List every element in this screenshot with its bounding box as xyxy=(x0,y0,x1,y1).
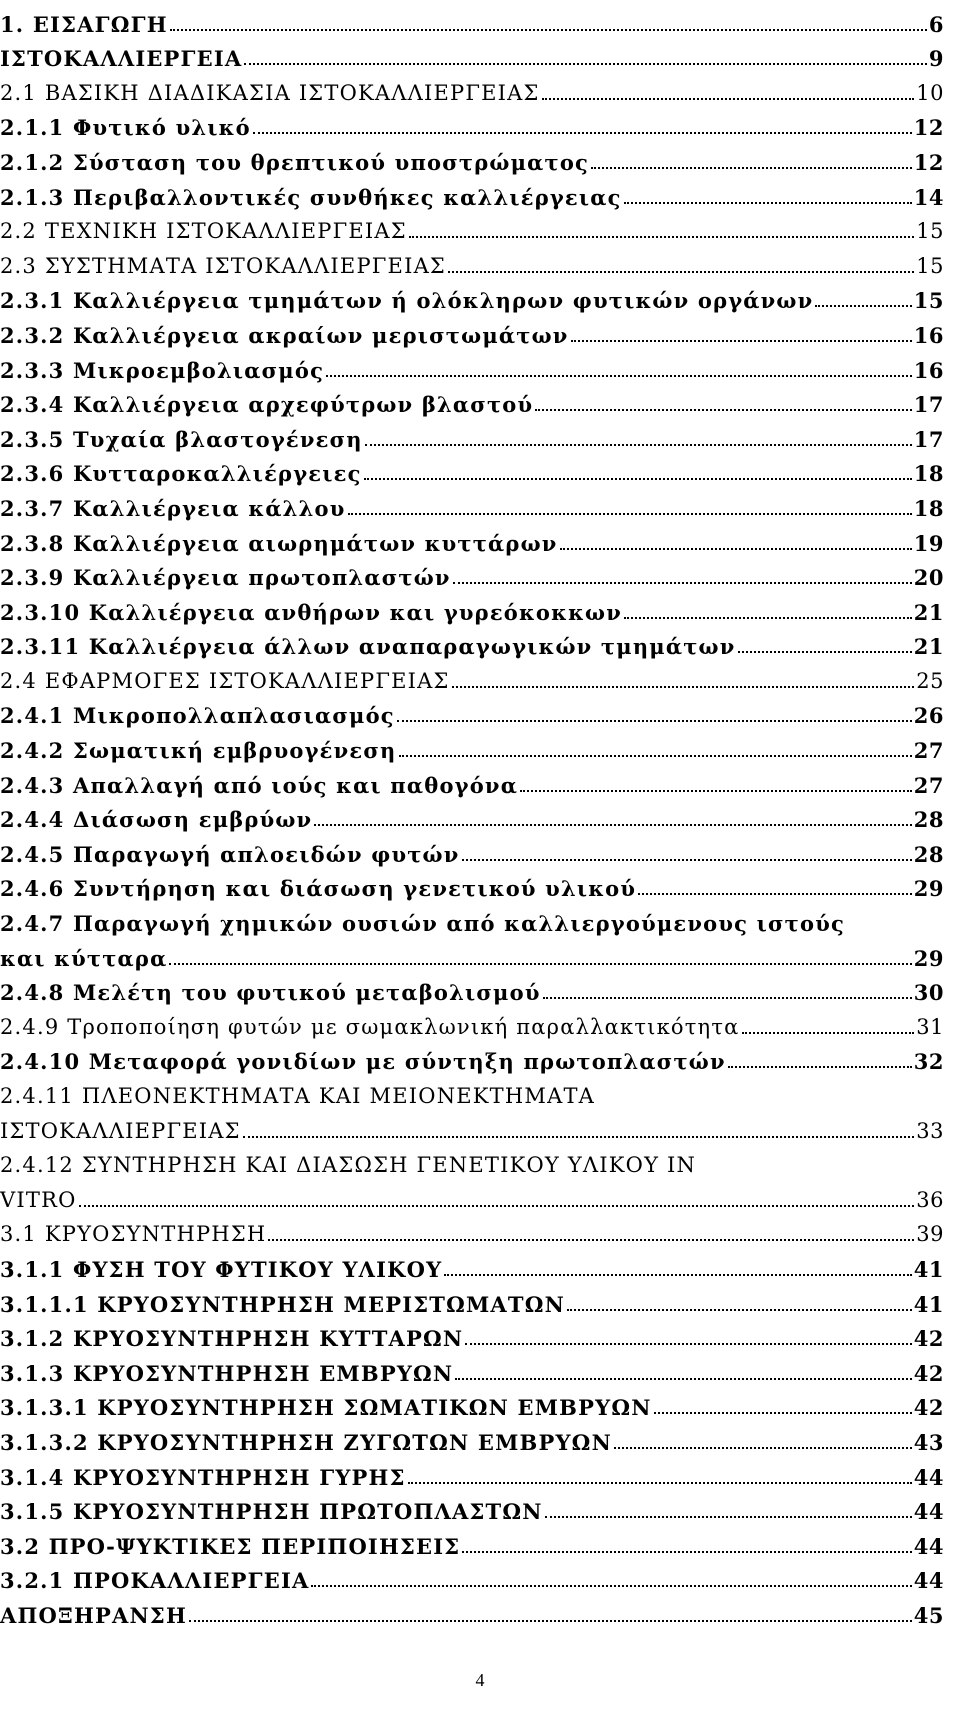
toc-entry[interactable] xyxy=(0,623,944,658)
toc-entry[interactable] xyxy=(0,692,944,727)
toc-entry-label: 3.2 ΠΡΟ-ΨΥΚΤΙΚΕΣ ΠΕΡΙΠΟΙΗΣΕΙΣ xyxy=(0,1533,461,1559)
toc-entry[interactable] xyxy=(0,1107,944,1142)
toc-entry[interactable] xyxy=(0,1211,944,1246)
toc-entry[interactable] xyxy=(0,450,944,485)
toc-entry-label: 3.1.2 ΚΡΥΟΣΥΝΤΗΡΗΣΗ ΚΥΤΤΑΡΩΝ xyxy=(0,1326,464,1352)
toc-entry-label: 2.3 ΣΥΣΤΗΜΑΤΑ ΙΣΤΟΚΑΛΛΙΕΡΓΕΙΑΣ xyxy=(0,253,446,278)
toc-entry[interactable] xyxy=(0,1522,944,1557)
toc-entry-page: 27 xyxy=(913,772,944,798)
toc-entry-page: 44 xyxy=(913,1533,944,1559)
toc-entry-page: 29 xyxy=(913,876,944,902)
toc-entry[interactable] xyxy=(0,69,944,104)
toc-entry-label: 3.1.3.2 ΚΡΥΟΣΥΝΤΗΡΗΣΗ ΖΥΓΩΤΩΝ ΕΜΒΡΥΩΝ xyxy=(0,1429,612,1455)
toc-entry-label: 2.4.6 Συντήρηση και διάσωση γενετικού υλικού xyxy=(0,876,637,902)
toc-entry[interactable] xyxy=(0,588,944,623)
toc-entry-label: 2.4.4 Διάσωση εμβρύων xyxy=(0,807,313,833)
dot-leader xyxy=(738,650,912,653)
toc-entry[interactable] xyxy=(0,934,944,969)
dot-leader xyxy=(638,892,912,895)
toc-entry[interactable] xyxy=(0,1176,944,1211)
toc-entry-page: 18 xyxy=(913,495,944,521)
toc-entry-label: 2.1.1 Φυτικό υλικό xyxy=(0,115,251,141)
toc-entry-page: 33 xyxy=(916,1118,944,1143)
toc-entry[interactable] xyxy=(0,104,944,139)
toc-entry[interactable] xyxy=(0,1488,944,1523)
dot-leader xyxy=(452,685,915,688)
toc-entry-page: 32 xyxy=(913,1049,944,1075)
toc-entry[interactable] xyxy=(0,554,944,589)
toc-entry-label: 2.3.5 Τυχαία βλαστογένεση xyxy=(0,426,363,452)
toc-entry-label: 1. ΕΙΣΑΓΩΓΗ xyxy=(0,11,168,37)
dot-leader xyxy=(268,1238,914,1241)
toc-entry-page: 28 xyxy=(913,807,944,833)
toc-entry[interactable] xyxy=(0,0,944,35)
toc-entry-label: 2.4.12 ΣΥΝΤΗΡΗΣΗ ΚΑΙ ΔΙΑΣΩΣΗ ΓΕΝΕΤΙΚΟΥ ΥΛΙΚΟΥ IN xyxy=(0,1153,697,1178)
dot-leader xyxy=(311,1584,911,1587)
toc-entry-label: 2.3.2 Καλλιέργεια ακραίων μεριστωμάτων xyxy=(0,322,569,348)
toc-entry-page: 12 xyxy=(913,115,944,141)
toc-entry-label: 3.1.1 ΦΥΣΗ ΤΟΥ ΦΥΤΙΚΟΥ ΥΛΙΚΟΥ xyxy=(0,1256,443,1282)
toc-entry-label: 3.2.1 ΠΡΟΚΑΛΛΙΕΡΓΕΙΑ xyxy=(0,1568,310,1594)
dot-leader xyxy=(543,996,912,999)
toc-entry-page: 36 xyxy=(916,1187,944,1212)
toc-entry[interactable] xyxy=(0,484,944,519)
toc-entry[interactable] xyxy=(0,173,944,208)
toc-entry-label: 2.2 ΤΕΧΝΙΚΗ ΙΣΤΟΚΑΛΛΙΕΡΓΕΙΑΣ xyxy=(0,219,407,244)
toc-entry-page: 16 xyxy=(913,322,944,348)
toc-entry-label: 2.4.5 Παραγωγή απλοειδών φυτών xyxy=(0,841,460,867)
dot-leader xyxy=(520,789,912,792)
toc-entry[interactable] xyxy=(0,1038,944,1073)
dot-leader xyxy=(448,270,914,273)
toc-entry-label: VITRO xyxy=(0,1187,77,1212)
toc-entry-label: 2.4.3 Απαλλαγή από ιούς και παθογόνα xyxy=(0,772,519,798)
dot-leader xyxy=(253,131,912,134)
dot-leader xyxy=(571,339,912,342)
toc-entry[interactable] xyxy=(0,1072,944,1107)
toc-entry[interactable] xyxy=(0,415,944,450)
toc-entry[interactable] xyxy=(0,1418,944,1453)
dot-leader xyxy=(542,97,915,100)
toc-entry-page: 44 xyxy=(913,1499,944,1525)
toc-entry-label: 2.4.8 Μελέτη του φυτικού μεταβολισμού xyxy=(0,980,541,1006)
toc-entry-label: 2.1.2 Σύσταση του θρεπτικού υποστρώματος xyxy=(0,149,590,175)
dot-leader xyxy=(815,304,911,307)
toc-entry[interactable] xyxy=(0,35,944,70)
toc-entry-page: 39 xyxy=(916,1222,944,1247)
toc-entry[interactable] xyxy=(0,1003,944,1038)
dot-leader xyxy=(462,1550,911,1553)
toc-entry[interactable] xyxy=(0,381,944,416)
toc-entry[interactable] xyxy=(0,277,944,312)
toc-entry-page: 16 xyxy=(913,357,944,383)
toc-entry-label: 2.4.2 Σωματική εμβρυογένεση xyxy=(0,738,397,764)
toc-entry[interactable] xyxy=(0,346,944,381)
toc-entry[interactable] xyxy=(0,969,944,1004)
dot-leader xyxy=(567,1308,912,1311)
toc-entry-page: 18 xyxy=(913,461,944,487)
toc-entry[interactable] xyxy=(0,1349,944,1384)
dot-leader xyxy=(244,62,926,65)
toc-entry-page: 17 xyxy=(913,392,944,418)
dot-leader xyxy=(243,1135,915,1138)
toc-entry-page: 9 xyxy=(928,46,944,72)
toc-entry-page: 14 xyxy=(913,184,944,210)
toc-entry-page: 10 xyxy=(916,80,944,105)
toc-entry-label: 2.3.1 Καλλιέργεια τμημάτων ή ολόκληρων φυτικών οργάνων xyxy=(0,288,814,314)
toc-entry-page: 41 xyxy=(913,1256,944,1282)
dot-leader xyxy=(397,719,912,722)
toc-entry[interactable] xyxy=(0,726,944,764)
toc-entry-label: 2.4.10 Μεταφορά γονιδίων με σύντηξη πρωτοπλαστών xyxy=(0,1049,726,1075)
toc-entry[interactable] xyxy=(0,1315,944,1350)
toc-entry[interactable] xyxy=(0,1591,944,1626)
dot-leader xyxy=(624,201,912,204)
toc-entry[interactable] xyxy=(0,657,944,692)
toc-entry-label: και κύτταρα xyxy=(0,945,168,971)
dot-leader xyxy=(314,823,911,826)
dot-leader xyxy=(399,754,912,757)
toc-entry-page: 26 xyxy=(913,703,944,729)
dot-leader xyxy=(465,1342,911,1345)
toc-entry-label: 2.4 ΕΦΑΡΜΟΓΕΣ ΙΣΤΟΚΑΛΛΙΕΡΓΕΙΑΣ xyxy=(0,668,450,693)
dot-leader xyxy=(365,443,912,446)
toc-entry-page: 31 xyxy=(916,1014,944,1039)
toc-entry-page: 25 xyxy=(916,668,944,693)
toc-entry-page: 27 xyxy=(913,738,944,764)
toc-entry-label: 2.3.6 Κυτταροκαλλιέργειες xyxy=(0,461,362,487)
toc-entry-label: ΙΣΤΟΚΑΛΛΙΕΡΓΕΙΑ xyxy=(0,46,243,72)
toc-entry[interactable] xyxy=(0,1557,944,1592)
toc-entry-page: 15 xyxy=(913,288,944,314)
toc-entry[interactable] xyxy=(0,1453,944,1488)
dot-leader xyxy=(408,1481,912,1484)
toc-entry-page: 44 xyxy=(913,1568,944,1594)
toc-entry-label: 2.4.11 ΠΛΕΟΝΕΚΤΗΜΑΤΑ ΚΑΙ ΜΕΙΟΝΕΚΤΗΜΑΤΑ xyxy=(0,1084,596,1108)
dot-leader xyxy=(326,374,912,377)
toc-entry-page: 21 xyxy=(913,634,944,660)
toc-entry[interactable] xyxy=(0,1280,944,1315)
dot-leader xyxy=(614,1446,912,1449)
toc-entry-label: 2.3.7 Καλλιέργεια κάλλου xyxy=(0,495,346,521)
dot-leader xyxy=(591,166,912,169)
toc-entry-label: 2.3.3 Μικροεμβολιασμός xyxy=(0,357,325,383)
dot-leader xyxy=(170,28,927,31)
toc-entry-page: 42 xyxy=(913,1395,944,1421)
toc-entry[interactable] xyxy=(0,519,944,554)
toc-entry-page: 15 xyxy=(916,219,944,244)
toc-entry-label: 3.1.5 ΚΡΥΟΣΥΝΤΗΡΗΣΗ ΠΡΩΤΟΠΛΑΣΤΩΝ xyxy=(0,1499,543,1525)
toc-entry-page: 29 xyxy=(913,945,944,971)
toc-entry-page: 44 xyxy=(913,1464,944,1490)
toc-entry-label: 2.3.9 Καλλιέργεια πρωτοπλαστών xyxy=(0,565,451,591)
toc-entry[interactable] xyxy=(0,899,944,937)
toc-entry[interactable] xyxy=(0,138,944,173)
dot-leader xyxy=(728,1065,912,1068)
dot-leader xyxy=(560,547,912,550)
dot-leader xyxy=(462,858,912,861)
toc-entry-label: ΙΣΤΟΚΑΛΛΙΕΡΓΕΙΑΣ xyxy=(0,1118,241,1143)
dot-leader xyxy=(169,962,911,965)
toc-entry[interactable] xyxy=(0,1384,944,1419)
dot-leader xyxy=(455,1377,911,1380)
toc-entry-page: 28 xyxy=(913,841,944,867)
toc-entry-label: 3.1.1.1 ΚΡΥΟΣΥΝΤΗΡΗΣΗ ΜΕΡΙΣΤΩΜΑΤΩΝ xyxy=(0,1291,566,1317)
dot-leader xyxy=(535,408,912,411)
toc-entry-label: 3.1.3 ΚΡΥΟΣΥΝΤΗΡΗΣΗ ΕΜΒΡΥΩΝ xyxy=(0,1360,454,1386)
toc-entry[interactable] xyxy=(0,1142,944,1177)
toc-entry-page: 17 xyxy=(913,426,944,452)
toc-entry[interactable] xyxy=(0,311,944,346)
toc-entry-page: 41 xyxy=(913,1291,944,1317)
dot-leader xyxy=(453,581,912,584)
toc-entry-label: 2.3.8 Καλλιέργεια αιωρημάτων κυττάρων xyxy=(0,530,558,556)
toc-entry-label: 2.3.11 Καλλιέργεια άλλων αναπαραγωγικών τμημάτων xyxy=(0,634,736,660)
dot-leader xyxy=(624,616,912,619)
toc-entry-label: 2.3.4 Καλλιέργεια αρχεφύτρων βλαστού xyxy=(0,392,534,418)
toc-entry-page: 6 xyxy=(928,11,944,37)
toc-entry-label: 3.1.3.1 ΚΡΥΟΣΥΝΤΗΡΗΣΗ ΣΩΜΑΤΙΚΩΝ ΕΜΒΡΥΩΝ xyxy=(0,1395,652,1421)
toc-entry-page: 42 xyxy=(913,1360,944,1386)
toc-entry-page: 19 xyxy=(913,530,944,556)
page-number: 4 xyxy=(475,1670,485,1690)
dot-leader xyxy=(409,235,914,238)
toc-entry-page: 15 xyxy=(916,253,944,278)
toc-entry-page: 30 xyxy=(913,980,944,1006)
toc-entry-label: 2.4.9 Τροποποίηση φυτών με σωμακλωνική παραλλακτικότητα xyxy=(0,1014,740,1039)
toc-entry-label: 2.3.10 Καλλιέργεια ανθήρων και γυρεόκοκκων xyxy=(0,599,622,625)
toc-entry-page: 42 xyxy=(913,1326,944,1352)
toc-entry-page: 45 xyxy=(913,1602,944,1628)
dot-leader xyxy=(189,1619,912,1622)
toc-entry-label: 2.1 ΒΑΣΙΚΗ ΔΙΑΔΙΚΑΣΙΑ ΙΣΤΟΚΑΛΛΙΕΡΓΕΙΑΣ xyxy=(0,80,540,105)
dot-leader xyxy=(444,1273,911,1276)
toc-entry[interactable] xyxy=(0,1245,944,1280)
toc-entry[interactable] xyxy=(0,796,944,831)
dot-leader xyxy=(79,1204,915,1207)
toc-entry-label: 3.1.4 ΚΡΥΟΣΥΝΤΗΡΗΣΗ ΓΥΡΗΣ xyxy=(0,1464,406,1490)
dot-leader xyxy=(654,1411,912,1414)
dot-leader xyxy=(742,1031,915,1034)
toc-entry[interactable] xyxy=(0,242,944,277)
toc-entry-page: 21 xyxy=(913,599,944,625)
toc-entry-label: ΑΠΟΞΗΡΑΝΣΗ xyxy=(0,1602,188,1628)
toc-entry-page: 12 xyxy=(913,149,944,175)
toc-entry-page: 20 xyxy=(913,565,944,591)
dot-leader xyxy=(364,477,912,480)
toc-entry[interactable] xyxy=(0,761,944,796)
toc-entry[interactable] xyxy=(0,208,944,243)
dot-leader xyxy=(545,1515,912,1518)
toc-entry-label: 2.4.1 Μικροπολλαπλασιασμός xyxy=(0,703,395,729)
toc-entry[interactable] xyxy=(0,865,944,900)
dot-leader xyxy=(348,512,912,515)
toc-entry-label: 2.1.3 Περιβαλλοντικές συνθήκες καλλιέργειας xyxy=(0,184,622,210)
toc-entry-label: 2.4.7 Παραγωγή χημικών ουσιών από καλλιεργούμενους ιστούς xyxy=(0,911,845,937)
toc-entry-page: 43 xyxy=(913,1429,944,1455)
toc-entry[interactable] xyxy=(0,830,944,865)
toc-entry-label: 3.1 ΚΡΥΟΣΥΝΤΗΡΗΣΗ xyxy=(0,1222,267,1247)
